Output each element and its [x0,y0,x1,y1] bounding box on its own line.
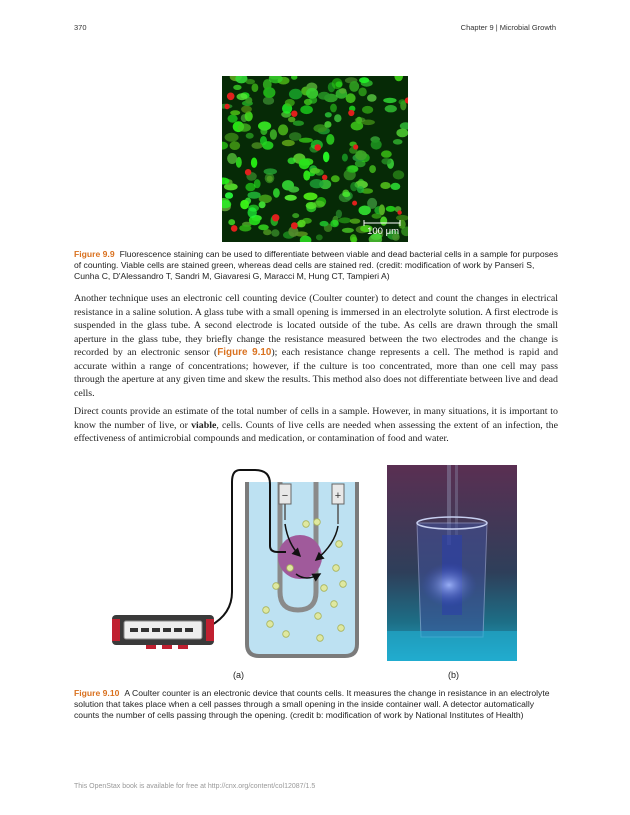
cell-particle [333,565,340,572]
electrode-plus-label: + [334,490,342,502]
fluorescence-micrograph [222,76,408,242]
page-number: 370 [74,23,87,32]
figure-9-9-caption-text: Fluorescence staining can be used to differentiate between viable and dead bacterial cells in a sample for purposes of counting. Viable cells are stained green, whereas dead cells are stained red. (credit: modification of work by Panseri S, Cunha C, D'Alessandro T, Sandri M, Giavaresi G, Maracci M, Hung CT, Tampieri A) [74,249,558,281]
page-header [74,23,556,37]
aperture-region [278,535,322,579]
chapter-title: Chapter 9 | Microbial Growth [460,23,556,32]
cell-particle [287,565,294,572]
cell-particle [338,625,345,632]
cell-particle [314,519,321,526]
coulter-counter-diagram [110,464,372,664]
sublabel-b: (b) [448,670,459,680]
cell-particle [317,635,324,642]
cell-particle [273,583,280,590]
page-footer: This OpenStax book is available for free at http://cnx.org/content/col12087/1.5 [74,783,316,790]
figure-9-10-label: Figure 9.10 [74,688,120,698]
figure-9-10-caption [74,688,558,721]
paragraph-1-text-b: ); each resistance change represents a cell. The method is rapid and accurate within a range of concentrations; however, if the culture is too concentrated, more than one cell may pass through the aperture at any given time and skew the results. This method also does not differentiate between live and dead cells. [74,347,559,399]
coulter-counter-svg [110,464,372,664]
figure-9-9-label: Figure 9.9 [74,249,115,259]
cell-particle [321,585,328,592]
cell-particle [303,521,310,528]
cell-particle [267,621,274,628]
paragraph-2-text-a: Direct counts provide an estimate of the total number of cells in a sample. However, in many situations, it is important to know the number of live, or [74,406,558,431]
counter-device-left-cap [112,619,120,641]
paragraph-coulter-counter [74,292,558,400]
coulter-counter-photo-svg [387,465,517,661]
cell-particle [331,601,338,608]
fluorescence-cells-image [222,76,408,242]
figure-9-9-caption [74,249,558,282]
paragraph-direct-counts [74,405,558,446]
key-term-viable: viable [191,419,217,431]
figure-9-10-caption-text: A Coulter counter is an electronic device that counts cells. It measures the change in resistance in an electrolyte solution that takes place when a cell passes through a small opening in the inside container wall. A detector automatically counts the number of cells passing through the opening. (credit b: modification of work by National Institutes of Health) [74,688,550,720]
scale-bar-label: 100 μm [367,226,399,237]
paragraph-1-text-a: Another technique uses an electronic cell counting device (Coulter counter) to detect and count the changes in electrical resistance in a saline solution. A glass tube with a small opening is immersed in an electrolyte solution. A first electrode is suspended in the glass tube. A second electrode is located outside of the tube. As cells are drawn through the small aperture in the glass tube, they briefly change the resistance measured between the two electrodes and the change is recorded by an electronic sensor ( [74,293,558,358]
counter-device-right-cap [206,619,214,641]
cell-particle [340,581,347,588]
cell-particle [283,631,290,638]
electrode-minus-label: − [281,490,289,502]
sublabel-a: (a) [233,670,244,680]
counter-buttons [146,645,188,649]
coulter-counter-photo [387,465,517,661]
cell-particle [315,613,322,620]
cell-particle [336,541,343,548]
figure-9-10-link[interactable]: Figure 9.10 [217,347,272,358]
cell-particle [263,607,270,614]
paragraph-2-text-b: , cells. Counts of live cells are needed when assessing the extent of an infection, the effectiveness of antimicrobial compounds and medication, or contamination of food and water. [74,419,558,444]
